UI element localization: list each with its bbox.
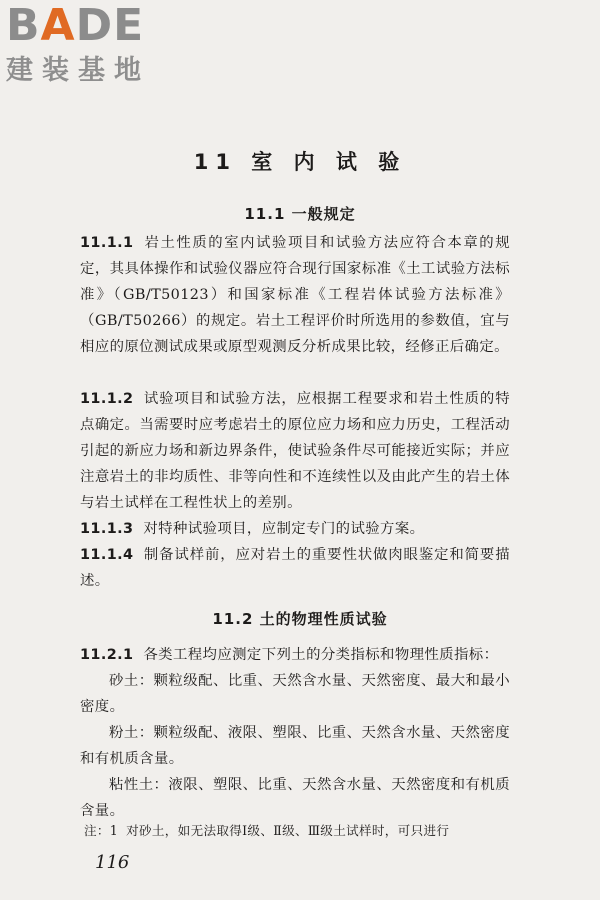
logo-wordmark: BADE — [6, 0, 145, 51]
footnote-label: 注：1 — [84, 823, 119, 838]
clause-number: 11.1.1 — [80, 235, 134, 251]
clause-text: 对特种试验项目，应制定专门的试验方案。 — [143, 521, 425, 537]
clause-text: 试验项目和试验方法，应根据工程要求和岩土性质的特点确定。当需要时应考虑岩土的原位应力场和应力历史，工程活动引起的新应力场和新边界条件，使试验条件尽可能接近实际；并应注意岩土的非均质性、非等向性和不连续性以及由此产生的岩土体与岩土试样在工程性状上的差别。 — [80, 391, 510, 511]
soil-item: 砂土：颗粒级配、比重、天然含水量、天然密度、最大和最小密度。 — [80, 673, 510, 715]
clause-number: 11.1.2 — [80, 391, 134, 407]
clause-number: 11.1.3 — [80, 521, 134, 537]
footnote-text: 对砂土，如无法取得Ⅰ级、Ⅱ级、Ⅲ级土试样时，可只进行 — [126, 823, 450, 838]
logo — [6, 0, 176, 88]
clause-number: 11.1.4 — [80, 547, 134, 563]
soil-item: 粘性土：液限、塑限、比重、天然含水量、天然密度和有机质含量。 — [80, 777, 510, 819]
soil-item: 粉土：颗粒级配、液限、塑限、比重、天然含水量、天然密度和有机质含量。 — [80, 725, 510, 767]
clause — [80, 230, 510, 360]
clause-text: 各类工程均应测定下列土的分类指标和物理性质指标： — [143, 647, 499, 663]
clause-text: 岩土性质的室内试验项目和试验方法应符合本章的规定，其具体操作和试验仪器应符合现行国家标准《土工试验方法标准》（GB/T50123）和国家标准《工程岩体试验方法标准》（GB/T50266）的规定。岩土工程评价时所选用的参数值，宜与相应的原位测试成果或原型观测反分析成果比较，经修正后确定。 — [80, 235, 510, 355]
section-title: 11.2 土的物理性质试验 — [212, 610, 388, 628]
section-title: 11.1 一般规定 — [244, 205, 356, 223]
footnote — [80, 821, 520, 841]
clause — [80, 516, 510, 542]
page-number: 116 — [95, 852, 130, 873]
clause-text: 制备试样前，应对岩土的重要性状做肉眼鉴定和简要描述。 — [80, 547, 510, 589]
clause — [80, 642, 510, 668]
chapter-title: 11 室 内 试 验 — [193, 150, 407, 174]
logo-subtitle: 建装基地 — [6, 55, 150, 86]
clause — [80, 542, 510, 594]
clause — [80, 386, 510, 516]
clause-number: 11.2.1 — [80, 647, 134, 663]
